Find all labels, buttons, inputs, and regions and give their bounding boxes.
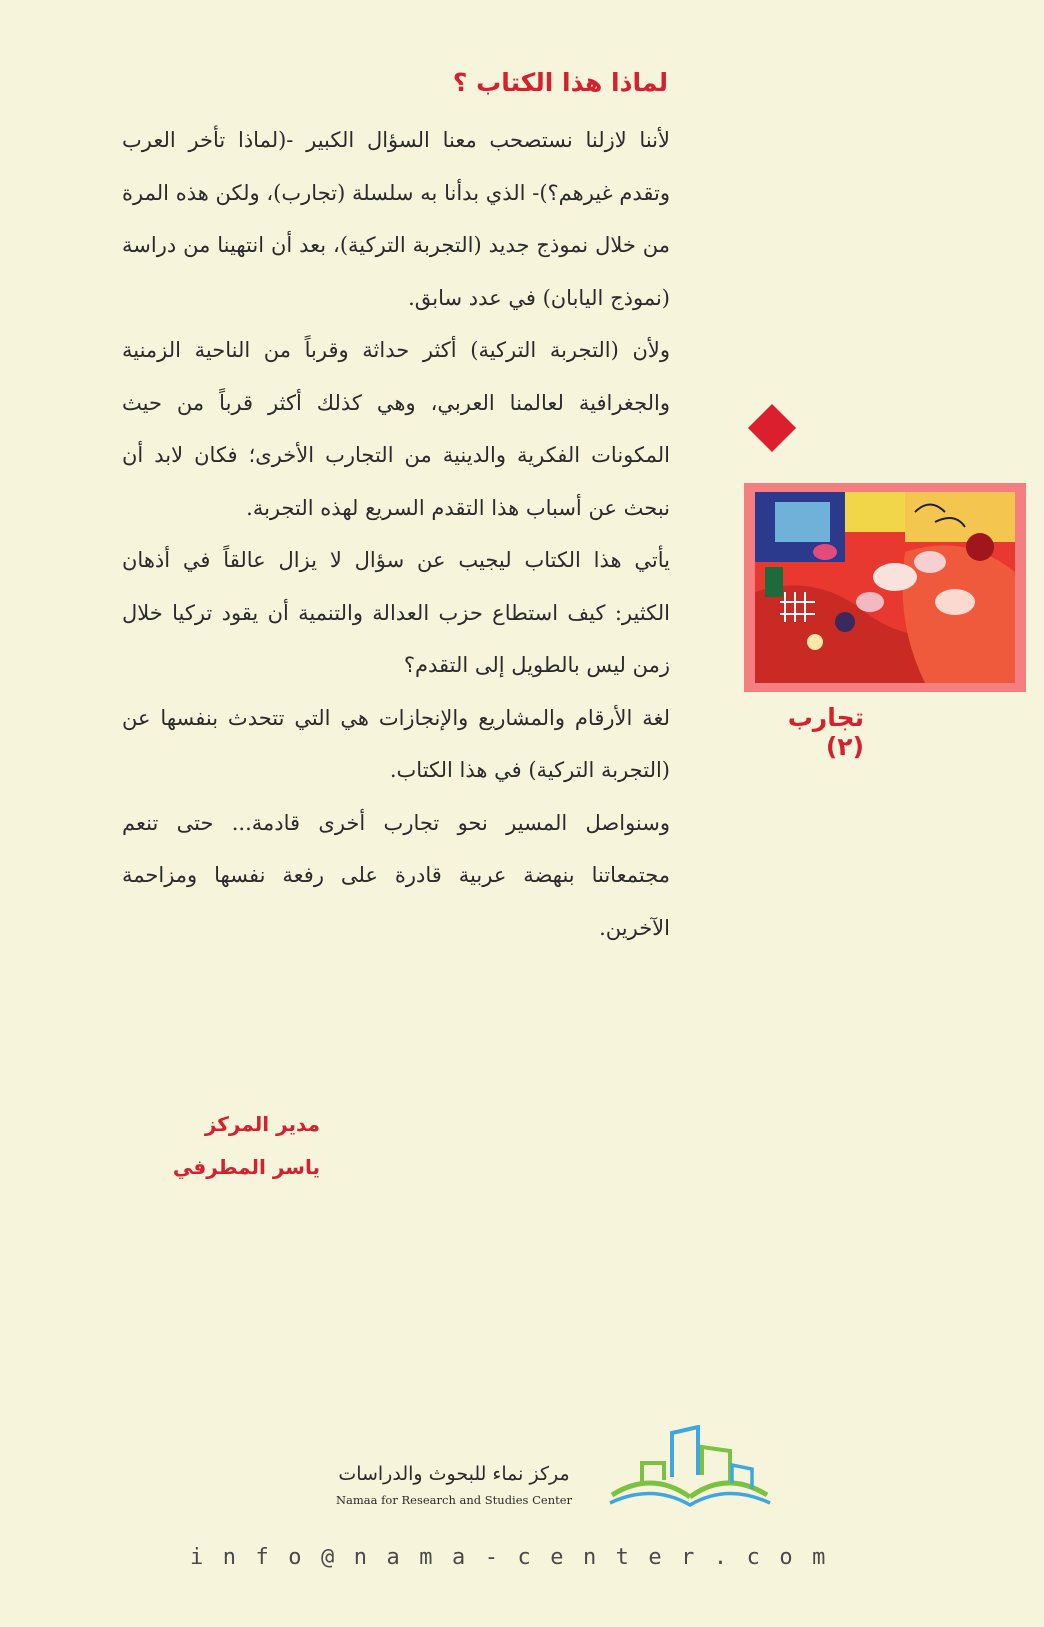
paragraph-2: ولأن (التجربة التركية) أكثر حداثة وقرباً من الناحية الزمنية والجغرافية لعالمنا العربي، وهي كذلك أكثر قرباً من حيث المكونات الفكرية والدينية من التجارب الأخرى؛ فكان لابد أن نبحث عن أسباب هذا التقدم السريع لهذه التجربة. <box>122 338 670 520</box>
book-buildings-logo <box>602 1425 777 1520</box>
abstract-painting-image <box>755 492 1015 683</box>
series-label: تجارب (٢) <box>787 703 864 761</box>
paragraph-3: يأتي هذا الكتاب ليجيب عن سؤال لا يزال عالقاً في أذهان الكثير: كيف استطاع حزب العدالة والتنمية أن يقود تركيا خلال زمن ليس بالطويل إلى التقدم؟ <box>122 548 670 677</box>
signature-role: مدير المركز <box>204 1112 320 1136</box>
diamond-icon <box>748 404 796 452</box>
contact-email: info@nama-center.com <box>190 1545 845 1570</box>
signature-name: ياسر المطرفي <box>172 1155 320 1179</box>
publisher-name-english: Namaa for Research and Studies Center <box>335 1493 573 1507</box>
section-heading: لماذا هذا الكتاب ؟ <box>452 68 668 97</box>
intro-body <box>122 114 670 954</box>
series-cover-thumbnail <box>744 483 1026 692</box>
publisher-name-arabic: مركز نماء للبحوث والدراسات <box>338 1463 570 1485</box>
paragraph-4: لغة الأرقام والمشاريع والإنجازات هي التي تتحدث بنفسها عن (التجربة التركية) في هذا الكتاب. <box>122 705 670 782</box>
paragraph-5: وسنواصل المسير نحو تجارب أخرى قادمة... حتى تنعم مجتمعاتنا بنهضة عربية قادرة على رفعة نفسها ومزاحمة الآخرين. <box>122 810 670 940</box>
publisher-logo <box>318 1425 778 1520</box>
paragraph-1: لأننا لازلنا نستصحب معنا السؤال الكبير -(لماذا تأخر العرب وتقدم غيرهم؟)- الذي بدأنا به سلسلة (تجارب)، ولكن هذه المرة من خلال نموذج جديد (التجربة التركية)، بعد أن انتهينا من دراسة (نموذج اليابان) في عدد سابق. <box>122 128 670 310</box>
